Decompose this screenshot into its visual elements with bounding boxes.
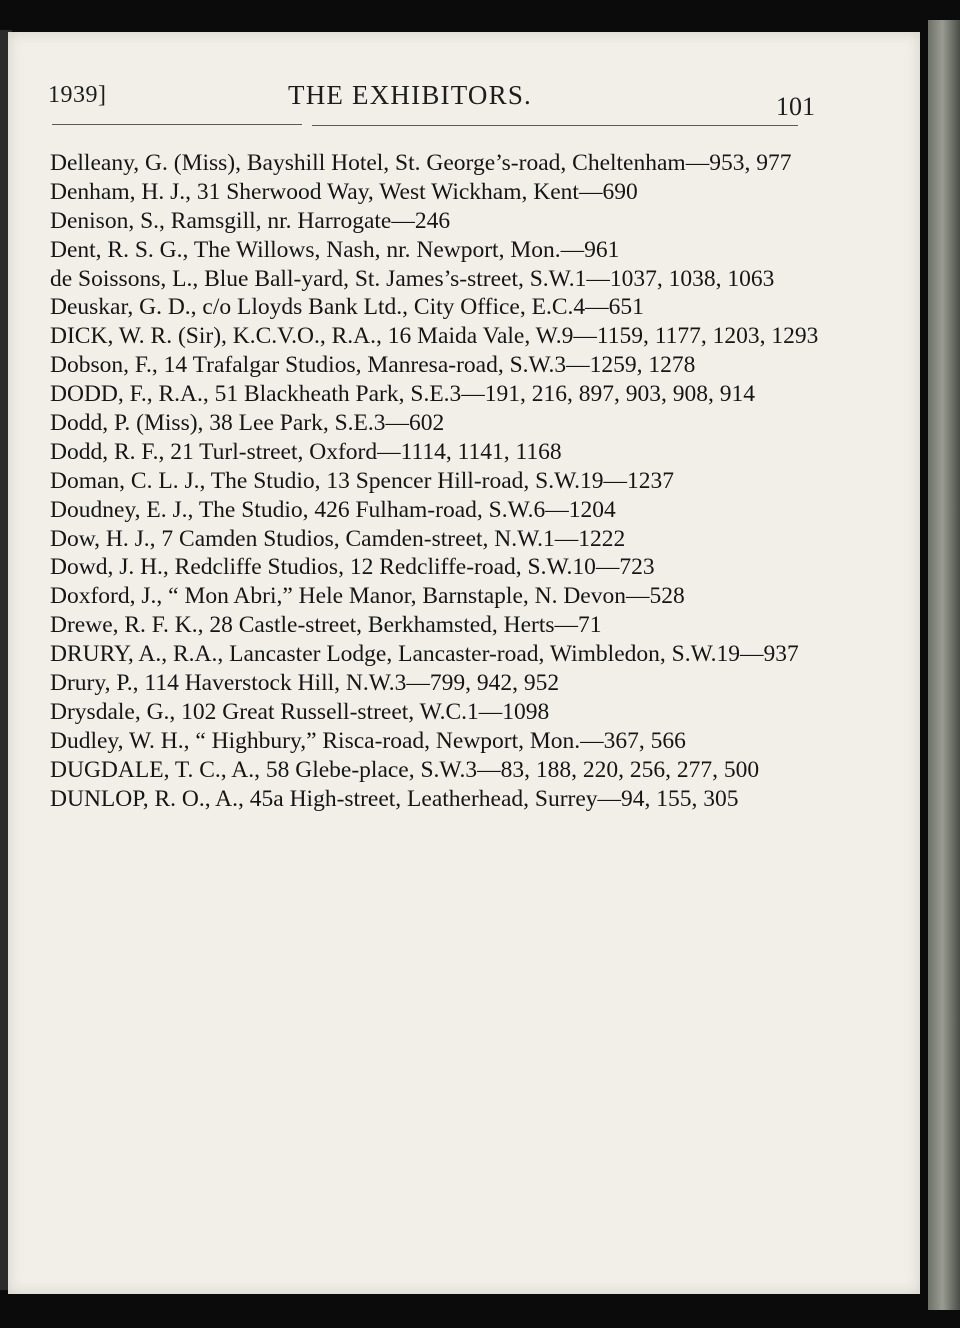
exhibitor-entry-text: de Soissons, L., Blue Ball-yard, St. James’s-street, S.W.1—1037, 1038, 1063 [50,265,775,292]
exhibitor-entry-text: DICK, W. R. (Sir), K.C.V.O., R.A., 16 Maida Vale, W.9—1159, 1177, 1203, 1293 [50,323,819,350]
exhibitor-entry [50,439,820,466]
exhibitor-entry-text: DRURY, A., R.A., Lancaster Lodge, Lancaster-road, Wimbledon, S.W.19—937 [50,641,799,668]
exhibitor-entry-text: Dudley, W. H., “ Highbury,” Risca-road, Newport, Mon.—367, 566 [50,727,686,754]
exhibitor-entry-text: Dent, R. S. G., The Willows, Nash, nr. Newport, Mon.—961 [50,236,620,263]
exhibitor-entry-text: DUNLOP, R. O., A., 45a High-street, Leatherhead, Surrey—94, 155, 305 [50,785,739,812]
exhibitor-entry-text: Dodd, R. F., 21 Turl-street, Oxford—1114, 1141, 1168 [50,438,562,465]
exhibitor-entry [50,526,820,553]
exhibitor-entry [50,410,820,437]
exhibitor-entry-text: Delleany, G. (Miss), Bayshill Hotel, St. George’s-road, Cheltenham—953, 977 [50,150,792,176]
exhibitor-entry [50,757,820,784]
exhibitor-entry [50,208,820,235]
exhibitor-entry-text: Dobson, F., 14 Trafalgar Studios, Manresa-road, S.W.3—1259, 1278 [50,352,696,379]
exhibitor-entry [50,699,820,726]
exhibitor-entry-text: Dodd, P. (Miss), 38 Lee Park, S.E.3—602 [50,410,445,437]
exhibitor-entry [50,670,820,697]
exhibitor-entry-text: Doudney, E. J., The Studio, 426 Fulham-road, S.W.6—1204 [50,496,616,523]
exhibitor-entry [50,641,820,668]
exhibitor-entry [50,497,820,524]
exhibitor-entry [50,266,820,293]
book-cover-edge [928,20,960,1310]
exhibitor-entry-text: Doxford, J., “ Mon Abri,” Hele Manor, Barnstaple, N. Devon—528 [50,583,685,610]
exhibitor-entry-text: Denison, S., Ramsgill, nr. Harrogate—246 [50,207,451,234]
exhibitor-entry-text: DODD, F., R.A., 51 Blackheath Park, S.E.3—191, 216, 897, 903, 908, 914 [50,381,756,408]
page-title: THE EXHIBITORS. [288,80,532,110]
exhibitor-entry [50,323,820,350]
exhibitor-entry [50,150,820,177]
exhibitor-entry [50,237,820,264]
exhibitor-entry [50,786,820,813]
exhibitor-entry-text: Dow, H. J., 7 Camden Studios, Camden-street, N.W.1—1222 [50,525,626,552]
exhibitor-entry-text: Drury, P., 114 Haverstock Hill, N.W.3—799, 942, 952 [50,670,560,697]
exhibitor-entry [50,352,820,379]
exhibitor-entry [50,612,820,639]
header-year: 1939] [48,82,107,108]
exhibitor-entry-text: Denham, H. J., 31 Sherwood Way, West Wickham, Kent—690 [50,178,638,205]
exhibitor-entry [50,381,820,408]
exhibitor-entry-text: Drewe, R. F. K., 28 Castle-street, Berkhamsted, Herts—71 [50,612,602,639]
exhibitor-entry [50,728,820,755]
exhibitor-entry-text: Drysdale, G., 102 Great Russell-street, W.C.1—1098 [50,698,550,725]
header-rule-right [312,125,798,126]
exhibitor-entry [50,179,820,206]
header-rule-left [52,124,302,125]
exhibitor-entry-text: Dowd, J. H., Redcliffe Studios, 12 Redcliffe-road, S.W.10—723 [50,554,655,581]
exhibitor-entry [50,554,820,581]
exhibitor-entry [50,583,820,610]
exhibitor-entry-text: Deuskar, G. D., c/o Lloyds Bank Ltd., City Office, E.C.4—651 [50,294,644,321]
exhibitor-list [50,150,820,814]
exhibitor-entry [50,294,820,321]
exhibitor-entry-text: Doman, C. L. J., The Studio, 13 Spencer Hill-road, S.W.19—1237 [50,467,675,494]
page-number: 101 [776,92,815,121]
exhibitor-entry [50,468,820,495]
page-header [48,80,815,130]
exhibitor-entry-text: DUGDALE, T. C., A., 58 Glebe-place, S.W.3—83, 188, 220, 256, 277, 500 [50,756,760,783]
